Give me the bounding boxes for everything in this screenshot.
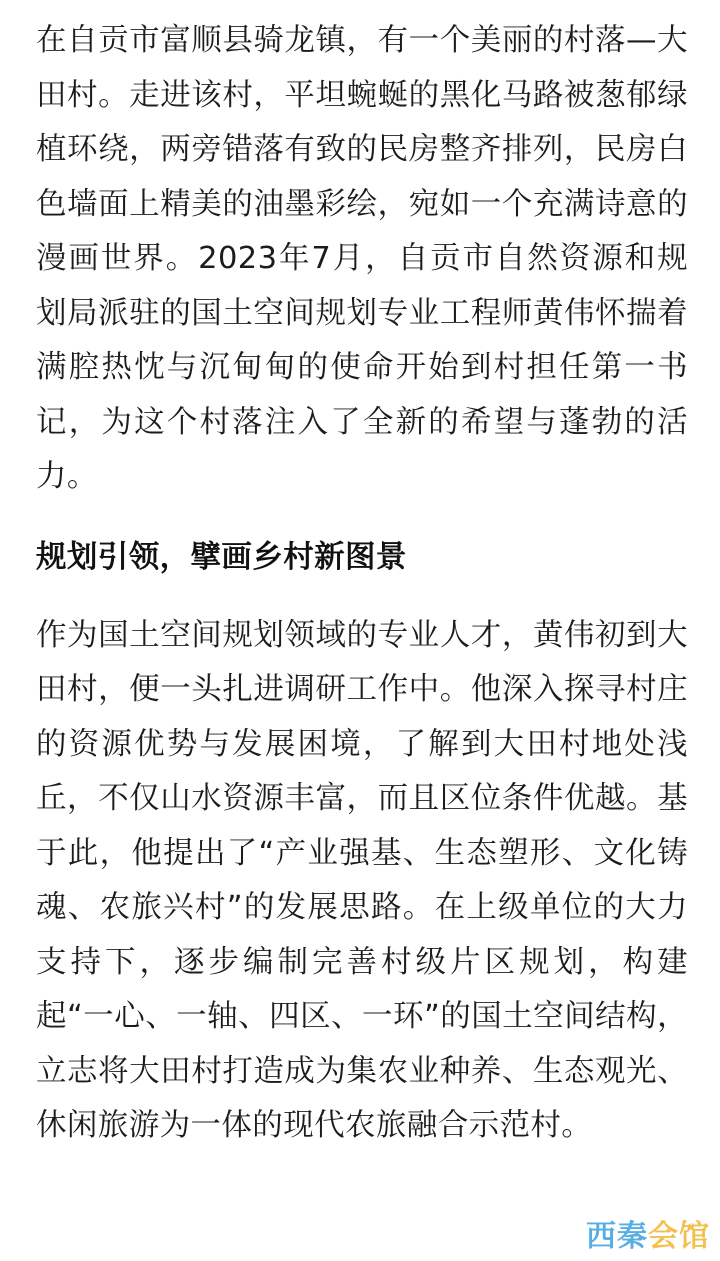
section-heading: 规划引领，擘画乡村新图景 — [36, 539, 407, 575]
watermark-logo — [586, 1219, 710, 1255]
article-body — [36, 14, 688, 1154]
watermark-text-part-1: 西秦 — [586, 1219, 648, 1254]
article-paragraph-intro: 在自贡市富顺县骑龙镇，有一个美丽的村落—大田村。走进该村，平坦蜿蜒的黑化马路被葱郁绿植环绕，两旁错落有致的民房整齐排列，民房白色墙面上精美的油墨彩绘，宛如一个充满诗意的漫画世界。2023年7月，自贡市自然资源和规划局派驻的国土空间规划专业工程师黄伟怀揣着满腔热忱与沉甸甸的使命开始到村担任第一书记，为这个村落注入了全新的希望与蓬勃的活力。 — [36, 23, 688, 494]
article-paragraph-planning: 作为国土空间规划领域的专业人才，黄伟初到大田村，便一头扎进调研工作中。他深入探寻村庄的资源优势与发展困境，了解到大田村地处浅丘，不仅山水资源丰富，而且区位条件优越。基于此，他提出了“产业强基、生态塑形、文化铸魂、农旅兴村”的发展思路。在上级单位的大力支持下，逐步编制完善村级片区规划，构建起“一心、一轴、四区、一环”的国土空间结构，立志将大田村打造成为集农业种养、生态观光、休闲旅游为一体的现代农旅融合示范村。 — [36, 617, 688, 1143]
watermark-text-part-2: 会馆 — [648, 1219, 710, 1254]
